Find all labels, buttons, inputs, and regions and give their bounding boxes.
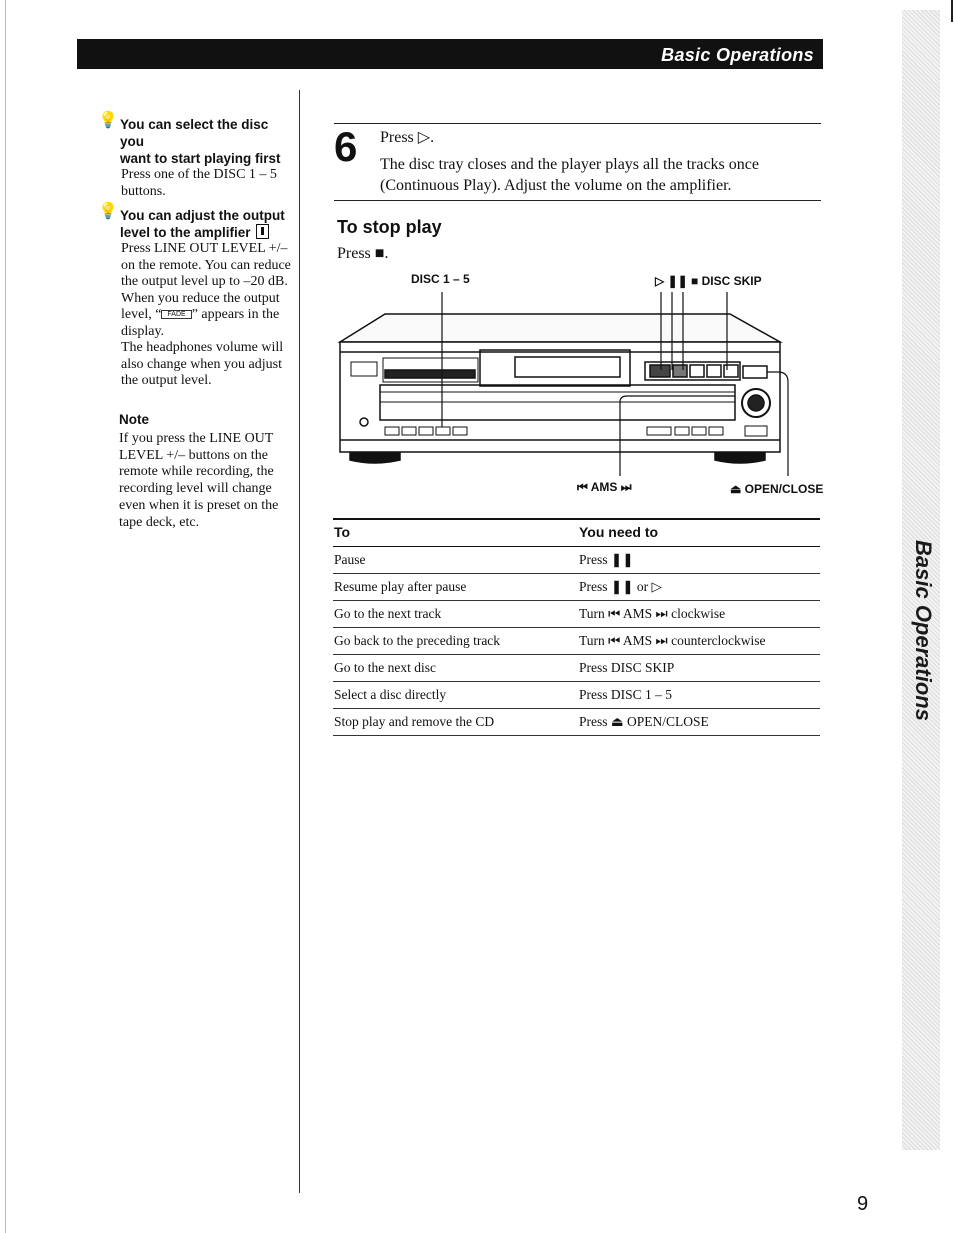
label-ams-dial: ⏮ AMS ⏭ xyxy=(577,480,632,494)
table-row xyxy=(333,709,820,736)
table-cell-action: Turn ⏮ AMS ⏭ clockwise xyxy=(578,601,820,628)
table-row xyxy=(333,655,820,682)
fade-indicator: FADE xyxy=(161,310,191,319)
table-row xyxy=(333,682,820,709)
table-cell-action: Press DISC SKIP xyxy=(578,655,820,682)
table-row xyxy=(333,574,820,601)
step-description: The disc tray closes and the player plays all the tracks once (Continuous Play). Adjust the volume on the amplifier. xyxy=(380,156,759,194)
table-cell-action: Press DISC 1 – 5 xyxy=(578,682,820,709)
cd-player-illustration xyxy=(335,290,795,480)
tip-heading: You can adjust the output level to the amplifier xyxy=(120,208,285,240)
section-title: To stop play xyxy=(337,217,442,237)
column-header-to: To xyxy=(333,519,578,547)
page-number: 9 xyxy=(857,1193,869,1215)
tip-adjust-output xyxy=(98,203,294,390)
table-row xyxy=(333,547,820,574)
stop-instruction: Press ■. xyxy=(337,245,389,262)
step-rule xyxy=(334,200,821,201)
note-block xyxy=(119,412,295,532)
label-transport-controls: ▷ ❚❚ ■ DISC SKIP xyxy=(655,274,762,288)
section-header-title: Basic Operations xyxy=(661,45,814,65)
table-cell-action: Press ❚❚ or ▷ xyxy=(578,574,820,601)
label-open-close: ⏏ OPEN/CLOSE xyxy=(730,482,824,496)
lightbulb-icon: 💡 xyxy=(98,112,118,129)
tip-body-fade: When you reduce the output level, “ FADE ” appears in the display. xyxy=(121,290,280,339)
table-cell-goal: Go to the next track xyxy=(333,601,578,628)
table-row xyxy=(333,628,820,655)
table-cell-action: Turn ⏮ AMS ⏭ counterclockwise xyxy=(578,628,820,655)
tip-body: Press one of the DISC 1 – 5 buttons. xyxy=(121,167,277,199)
column-header-action: You need to xyxy=(578,519,820,547)
note-text: If you press the LINE OUT LEVEL +/– buttons on the remote while recording, the recording level will change even when it is preset on the tape deck, etc. xyxy=(119,430,279,530)
table-cell-goal: Go to the next disc xyxy=(333,655,578,682)
label-disc-buttons: DISC 1 – 5 xyxy=(411,272,470,286)
operations-table xyxy=(333,518,820,736)
column-divider xyxy=(299,90,300,1193)
table-row xyxy=(333,601,820,628)
margin-line xyxy=(5,0,6,1233)
table-cell-goal: Resume play after pause xyxy=(333,574,578,601)
table-cell-action: Press ⏏ OPEN/CLOSE xyxy=(578,709,820,736)
table-cell-goal: Stop play and remove the CD xyxy=(333,709,578,736)
tip-select-disc xyxy=(98,112,294,200)
remote-icon xyxy=(256,224,269,239)
table-cell-goal: Pause xyxy=(333,547,578,574)
table-cell-goal: Go back to the preceding track xyxy=(333,628,578,655)
section-header-bar xyxy=(77,39,823,69)
tip-body: The headphones volume will also change when you adjust the output level. xyxy=(121,340,284,388)
step-instruction: Press ▷. xyxy=(380,129,435,146)
edge-mark xyxy=(951,0,953,22)
table-header-row xyxy=(333,519,820,547)
side-tab-label: Basic Operations xyxy=(911,540,936,721)
lightbulb-icon: 💡 xyxy=(98,203,118,220)
tip-body: Press LINE OUT LEVEL +/– on the remote. You can reduce the output level up to –20 dB. xyxy=(121,241,291,289)
step-number: 6 xyxy=(334,123,358,170)
table-cell-goal: Select a disc directly xyxy=(333,682,578,709)
step-rule xyxy=(334,123,821,124)
note-heading: Note xyxy=(119,412,149,427)
tip-heading: You can select the disc you want to start playing first xyxy=(120,117,281,166)
table-cell-action: Press ❚❚ xyxy=(578,547,820,574)
